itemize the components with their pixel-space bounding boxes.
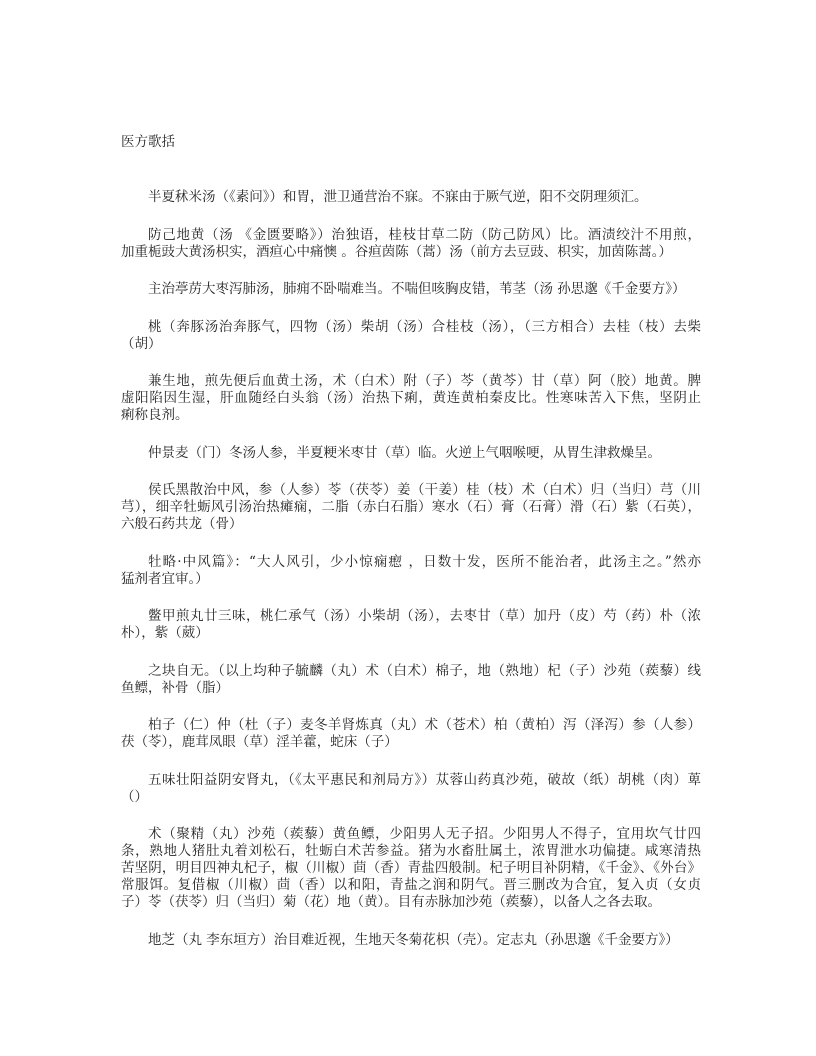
document-body: [121, 189, 701, 969]
paragraph-line: 防己地黄（汤 《金匮要略》）治独语，桂枝甘草二防（防己防风）比。酒渍绞汁不用煎，: [148, 226, 701, 243]
paragraph-line: 之块自无。（以上均种子毓麟（丸）术（白术）棉子，地（熟地）杞（子）沙苑（蒺藜）线: [148, 662, 701, 679]
paragraph-line: 虚阳陷因生湿，肝血随经白头翁（汤）治热下痢，黄连黄柏秦皮比。性寒味苦入下焦，坚阴止: [121, 390, 701, 406]
paragraph: [121, 319, 701, 353]
paragraph: [121, 189, 701, 206]
paragraph-line: 茯（苓），鹿茸凤眼（草）淫羊藿，蛇床（子）: [121, 734, 398, 750]
paragraph: [121, 826, 701, 911]
paragraph-line: 条，熟地人猪肚丸着刘松石，牡蛎白术苦参益。猪为水畜肚属土，浓胃泄水功偏捷。咸寒清热: [121, 843, 701, 859]
paragraph-line: 主治葶苈大枣泻肺汤，肺痈不卧喘难当。不喘但咳胸皮错，苇茎（汤 孙思邈《千金要方》）: [148, 281, 686, 297]
paragraph: [121, 772, 701, 806]
paragraph-line: 仲景麦（门）冬汤人参，半夏粳米枣甘（草）临。火逆上气咽喉哽，从胃生津救燥呈。: [148, 444, 661, 461]
paragraph-line: 朴），紫（葳）: [121, 625, 209, 641]
paragraph-line: 牡略·中风篇》：“大人风引，少小惊痫瘛 ，日数十发，医所不能治者，此汤主之。”然亦: [148, 553, 701, 570]
paragraph-line: 柏子（仁）仲（杜（子）麦冬羊肾炼真（丸）术（苍术）柏（黄柏）泻（泽泻）参（人参）: [148, 717, 701, 733]
paragraph-line: 侯氏黑散治中风，参（人参）苓（茯苓）姜（干姜）桂（枝）术（白术）归（当归）芎（川: [148, 482, 701, 498]
paragraph-line: 鳖甲煎丸廿三味，桃仁承气（汤）小柴胡（汤），去枣甘（草）加丹（皮）芍（药）朴（浓: [148, 608, 701, 624]
paragraph-line: 鱼鳔，补骨（脂）: [121, 679, 229, 696]
paragraph-line: 半夏秫米汤（《素问》）和胃，泄卫通营治不寐。不寐由于厥气逆，阳不交阴理须汇。: [148, 189, 648, 205]
paragraph-line: （）: [121, 788, 148, 805]
paragraph: [121, 554, 701, 588]
paragraph-line: 术（聚精（丸）沙苑（蒺藜）黄鱼鳔，少阳男人无子招。少阳男人不得子，宜用坎气廿四: [148, 826, 701, 842]
paragraph-line: 兼生地，煎先便后血黄土汤，术（白术）附（子）芩（黄芩）甘（草）阿（胶）地黄。脾: [148, 373, 701, 389]
paragraph-line: 五味壮阳益阴安肾丸，（《太平惠民和剂局方》）苁蓉山药真沙苑，破故（纸）胡桃（肉）萆: [148, 771, 701, 788]
paragraph: [121, 445, 701, 462]
document-title: 医方歌括: [121, 134, 175, 150]
paragraph: [121, 932, 701, 949]
paragraph-line: 子）苓（茯苓）归（当归）菊（花）地（黄）。目有赤脉加沙苑（蒺藜），以备人之各去取。: [121, 894, 661, 910]
paragraph: [121, 227, 701, 261]
paragraph: [121, 373, 701, 424]
paragraph: [121, 281, 701, 298]
paragraph: [121, 663, 701, 697]
paragraph-line: 桃（奔豚汤治奔豚气，四物（汤）柴胡（汤）合桂枝（汤），（三方相合）去桂（枝）去柴: [148, 318, 701, 335]
paragraph-line: （胡）: [121, 335, 162, 352]
paragraph-line: 加重栀豉大黄汤枳实，酒疸心中痛懊 。谷疸茵陈（蒿）汤（前方去豆豉、枳实，加茵陈蒿。）: [121, 243, 673, 260]
paragraph-line: 苦坚阴，明目四神丸杞子，椒（川椒）茴（香）青盐四般制。杞子明目补阴精，《千金》、《外台》: [121, 860, 701, 876]
paragraph-line: 痢称良剂。: [121, 407, 189, 423]
paragraph-line: 六般石药共龙（骨）: [121, 516, 243, 532]
paragraph: [121, 482, 701, 533]
paragraph-line: 猛剂者宜审。）: [121, 570, 209, 587]
paragraph-line: 地芝（丸 李东垣方）治目难近视，生地天冬菊花枳（壳）。定志丸（孙思邈《千金要方》）: [148, 931, 679, 948]
paragraph-line: 常服饵。复借椒（川椒）茴（香）以和阳，青盐之润和阴气。晋三删改为合宜，复入贞（女贞: [121, 877, 701, 893]
paragraph: [121, 717, 701, 751]
paragraph-line: 芎），细辛牡蛎风引汤治热瘫痫，二脂（赤白石脂）寒水（石）膏（石膏）滑（石）紫（石英），: [121, 499, 701, 515]
paragraph: [121, 608, 701, 642]
